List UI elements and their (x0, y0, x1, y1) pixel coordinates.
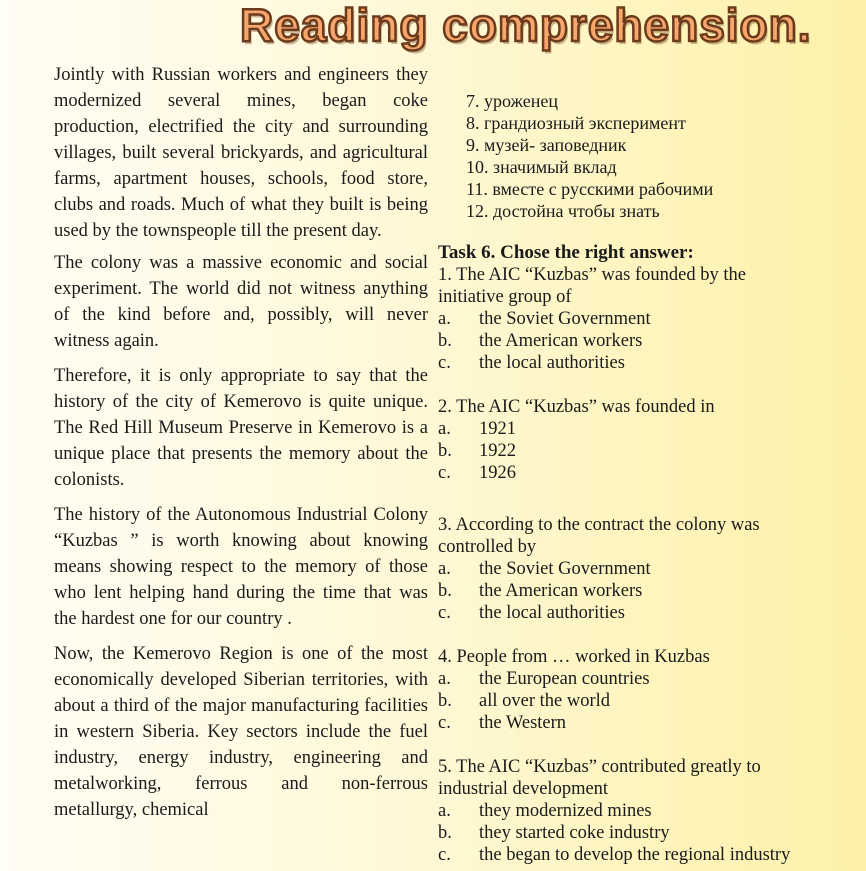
option-letter: a. (438, 559, 451, 579)
answer-option[interactable] (438, 308, 808, 330)
paragraph: Jointly with Russian workers and engineers they modernized several mines, began coke production, electrified the city and surrounding villages, built several brickyards, and agricultural farms, apartment houses, schools, food store, clubs and roads. Much of what they built is being used by the townspeople till the present day. (54, 65, 428, 241)
task-6 (438, 242, 808, 866)
task-heading: Task 6. Chose the right answer: (438, 242, 694, 263)
question-text: 5. The AIC “Kuzbas” contributed greatly to industrial development (438, 757, 761, 799)
answer-option[interactable] (438, 462, 808, 484)
option-text: the European countries (479, 669, 650, 689)
paragraph: Therefore, it is only appropriate to say that the history of the city of Kemerovo is quite unique. The Red Hill Museum Preserve in Kemerovo is a unique place that presents the memory about the colonists. (54, 366, 428, 490)
answer-option[interactable] (438, 844, 808, 866)
answer-option[interactable] (438, 822, 808, 844)
answer-option[interactable] (438, 712, 808, 734)
option-letter: a. (438, 419, 451, 439)
question-4 (438, 646, 808, 734)
answer-option[interactable] (438, 690, 808, 712)
vocabulary-list (466, 90, 713, 222)
question-text: 4. People from … worked in Kuzbas (438, 647, 710, 667)
vocab-item: 9. музей- заповедник (466, 135, 627, 155)
answer-option[interactable] (438, 418, 808, 440)
answer-option[interactable] (438, 602, 808, 624)
paragraph: The colony was a massive economic and social experiment. The world did not witness anything of the kind before and, possibly, will never witness again. (54, 253, 428, 351)
option-letter: c. (438, 353, 451, 373)
vocab-item: 12. достойна чтобы знать (466, 201, 660, 221)
question-text: 1. The AIC “Kuzbas” was founded by the initiative group of (438, 265, 746, 307)
option-text: they modernized mines (479, 801, 652, 821)
question-text: 2. The AIC “Kuzbas” was founded in (438, 397, 715, 417)
answer-option[interactable] (438, 800, 808, 822)
vocab-item: 11. вместе с русскими рабочими (466, 179, 714, 199)
option-text: the local authorities (479, 603, 625, 623)
option-letter: b. (438, 331, 452, 351)
option-text: 1922 (479, 441, 516, 461)
option-text: the Soviet Government (479, 559, 651, 579)
option-letter: b. (438, 581, 452, 601)
vocab-item: 8. грандиозный эксперимент (466, 113, 686, 133)
answer-option[interactable] (438, 580, 808, 602)
option-text: the American workers (479, 581, 643, 601)
vocab-item: 7. уроженец (466, 91, 558, 111)
option-letter: b. (438, 823, 452, 843)
question-2 (438, 396, 808, 484)
option-letter: a. (438, 669, 451, 689)
option-text: the Western (479, 713, 567, 733)
answer-option[interactable] (438, 440, 808, 462)
option-letter: c. (438, 845, 451, 865)
option-letter: b. (438, 691, 452, 711)
vocab-item: 10. значимый вклад (466, 157, 617, 177)
question-3 (438, 514, 808, 624)
option-text: the local authorities (479, 353, 625, 373)
answer-option[interactable] (438, 330, 808, 352)
answer-option[interactable] (438, 558, 808, 580)
option-letter: c. (438, 603, 451, 623)
page-title: Reading comprehension. (240, 0, 812, 51)
option-letter: c. (438, 463, 451, 483)
answer-option[interactable] (438, 668, 808, 690)
option-text: the Soviet Government (479, 309, 651, 329)
option-letter: b. (438, 441, 452, 461)
option-text: the American workers (479, 331, 643, 351)
option-text: 1926 (479, 463, 516, 483)
option-letter: c. (438, 713, 451, 733)
paragraph: The history of the Autonomous Industrial Colony “Kuzbas ” is worth knowing about knowing means showing respect to the memory of those who lent helping hand during the time that was the hardest one for our country . (54, 505, 428, 629)
question-text: 3. According to the contract the colony was controlled by (438, 515, 760, 557)
option-letter: a. (438, 309, 451, 329)
option-text: all over the world (479, 691, 610, 711)
option-text: they started coke industry (479, 823, 670, 843)
question-5 (438, 756, 808, 866)
option-text: the began to develop the regional industry (479, 845, 791, 865)
paragraph: Now, the Kemerovo Region is one of the most economically developed Siberian territories, with about a third of the major manufacturing facilities in western Siberia. Key sectors include the fuel industry, energy industry, engineering and metalworking, ferrous and non-ferrous metallurgy, chemical (54, 644, 428, 820)
answer-option[interactable] (438, 352, 808, 374)
option-letter: a. (438, 801, 451, 821)
question-1 (438, 264, 808, 374)
option-text: 1921 (479, 419, 516, 439)
reading-text (54, 62, 428, 832)
